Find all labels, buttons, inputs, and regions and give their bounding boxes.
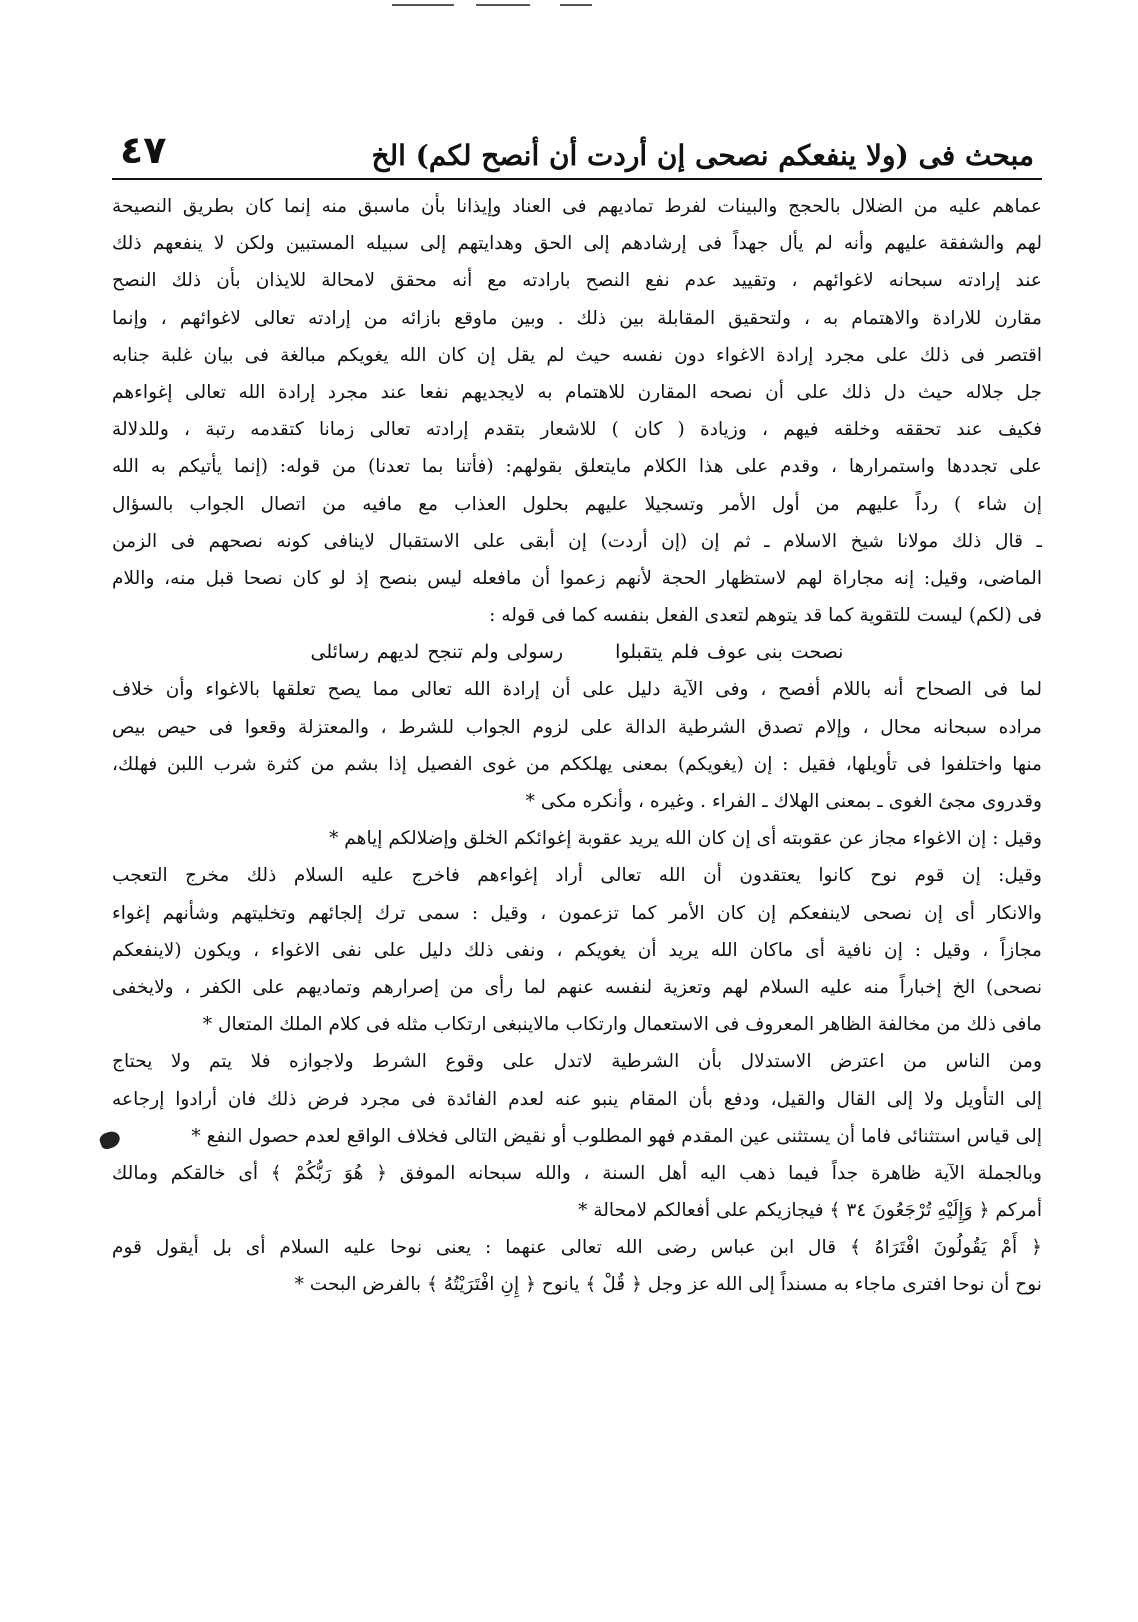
text-line: عماهم عليه من الضلال بالحجج والبينات لفرط تماديهم فى العناد وإيذانا بأن ماسبق منه إنما كان بطريق النصيحة [112,196,1042,217]
text-line: الماضى، وقيل: إنه مجاراة لهم لاستظهار الحجة لأنهم زعموا أن مافعله ليس بنصح إذ لو كان نصحا قبل منه، واللام [112,567,1042,589]
text-line: أمركم ﴿ وَإِلَيْهِ تُرْجَعُونَ ٣٤ ﴾ فيجازيكم على أفعالكم لامحالة * [578,1200,1042,1222]
text-line: مراده سبحانه محال ، وإلام تصدق الشرطية الدالة على لزوم الجواب للشرط ، والمعتزلة وقعوا فى حيص بيص [112,716,1042,738]
verse-second-hemistich: رسولى ولم تنجح لديهم رسائلى [310,641,564,664]
top-edge-marks [0,4,1138,14]
text-line: إلى التأويل ولا إلى القال والقيل، ودفع بأن المقام ينبو عنه لعدم الفائدة فى مجرد فرض ذلك فان أرادوا إرجاعه [112,1088,1042,1110]
text-line: على تجددها واستمرارها ، وقدم على هذا الكلام مايتعلق بقولهم: (فأتنا بما تعدنا) من قوله: (إنما يأتيكم به الله [112,456,1042,478]
text-line: نوح أن نوحا افترى ماجاء به مسنداً إلى الله عز وجل ﴿ قُلْ ﴾ يانوح ﴿ إِنِ افْتَرَيْتُهُ ﴾ بالفرض البحت * [294,1274,1042,1296]
text-line: اقتصر فى ذلك على مجرد إرادة الاغواء دون نفسه حيث لم يقل إن كان الله يغويكم مبالغة فى بيان غلبة جنابه [112,344,1042,366]
text-line: جل جلاله حيث دل ذلك على أن نصحه المقارن للاهتمام به لايجديهم نفعا عند مجرد إرادة الله تعالى إغواءهم [112,381,1042,403]
page-number: ٤٧ [120,128,167,172]
text-line: إلى قياس استثنائى فاما أن يستثنى عين المقدم فهو المطلوب أو نقيض التالى فخلاف الواقع لعدم حصول النفع * [191,1125,1042,1147]
header-rule [112,178,1042,180]
text-line: وقيل : إن الاغواء مجاز عن عقوبته أى إن كان الله يريد عقوبة إغوائكم الخلق وإضلالكم إياهم * [329,828,1042,850]
text-line: لهم والشفقة عليهم وأنه لم يأل جهداً فى إرشادهم إلى الحق وهدايتهم إلى سبيله المستبين ولكن لا ينفعهم ذلك [112,233,1042,255]
text-line: عند إرادته سبحانه لاغوائهم ، وتقييد عدم نفع النصح بارادته مع أنه محقق لامحالة للايذان بأن ذلك النصح [112,270,1042,292]
text-line: والانكار أى إن نصحى لاينفعكم إن كان الأمر كما تزعمون ، وقيل : سمى ترك إلجائهم وتخليتهم وشأنهم إغواء [112,902,1042,924]
text-line: نصحى) الخ إخباراً منه عليه السلام لهم وتعزية لنفسه عنهم لما رأى من إصرارهم وتماديهم على الكفر ، ولايخفى [112,976,1042,998]
text-line: فكيف عند تحققه وخلقه فيهم ، وزيادة ( كان ) للاشعار بتقدم إرادته تعالى زمانا كتقدمه رتبة ، وللدلالة [112,419,1042,441]
text-line: وبالجملة الآية ظاهرة جداً فيما ذهب اليه أهل السنة ، والله سبحانه الموفق ﴿ هُوَ رَبُّكُمْ ﴾ أى خالقكم ومالك [112,1162,1042,1184]
verse-first-hemistich: نصحت بنى عوف فلم يتقبلوا [615,641,844,664]
book-page [112,120,1042,1304]
text-line: منها واختلفوا فى تأويلها، فقيل : إن (يغويكم) بمعنى يهلككم من غوى الفصيل إذا بشم من كثرة شرب اللبن فهلك، [112,753,1042,775]
text-line: إن شاء ) رداً عليهم من أول الأمر وتسجيلا عليهم بحلول العذاب مع مافيه من اتصال الجواب بالسؤال [112,493,1042,515]
text-line: مافى ذلك من مخالفة الظاهر المعروف فى الاستعمال وارتكاب مالاينبغى ارتكاب مثله فى كلام الملك المتعال * [202,1014,1042,1036]
text-line: ﴿ أَمْ يَقُولُونَ افْتَرَاهُ ﴾ قال ابن عباس رضى الله تعالى عنهما : يعنى نوحا عليه السلام أى بل أيقول قوم [112,1237,1042,1259]
text-line: ومن الناس من اعترض الاستدلال بأن الشرطية لاتدل على وقوع الشرط ولاجوازه فلا يتم ولا يحتاج [112,1051,1042,1073]
header-title: مبحث فى (ولا ينفعكم نصحى إن أردت أن أنصح لكم) الخ [371,139,1034,172]
body-text [112,188,1042,1304]
text-line: وقدروى مجئ الغوى ـ بمعنى الهلاك ـ الفراء . وغيره ، وأنكره مكى * [525,791,1042,812]
text-line: مجازاً ، وقيل : إن نافية أى ماكان الله يريد أن يغويكم ، ونفى ذلك دليل على نفى الاغواء ، ويكون (لاينفعكم [112,939,1042,961]
text-line: وقيل: إن قوم نوح كانوا يعتقدون أن الله تعالى أراد إغواءهم فاخرج عليه السلام ذلك مخرج التعجب [112,865,1042,887]
text-line: ـ قال ذلك مولانا شيخ الاسلام ـ ثم إن (إن أردت) إن أبقى على الاستقبال لاينافى كونه نصحهم فى الزمن [112,530,1042,552]
text-line: فى (لكم) ليست للتقوية كما قد يتوهم لتعدى الفعل بنفسه كما فى قوله : [489,605,1042,627]
running-header [112,120,1042,172]
poetry-verse [112,634,1042,671]
text-line: لما فى الصحاح أنه باللام أفصح ، وفى الآية دليل على أن إرادة الله تعالى مما يصح تعلقها بالاغواء وأن خلاف [112,679,1042,701]
text-line: مقارن للارادة والاهتمام به ، ولتحقيق المقابلة بين ذلك . وبين ماوقع بازائه من إرادته تعالى لاغوائهم ، وإنما [112,307,1042,329]
